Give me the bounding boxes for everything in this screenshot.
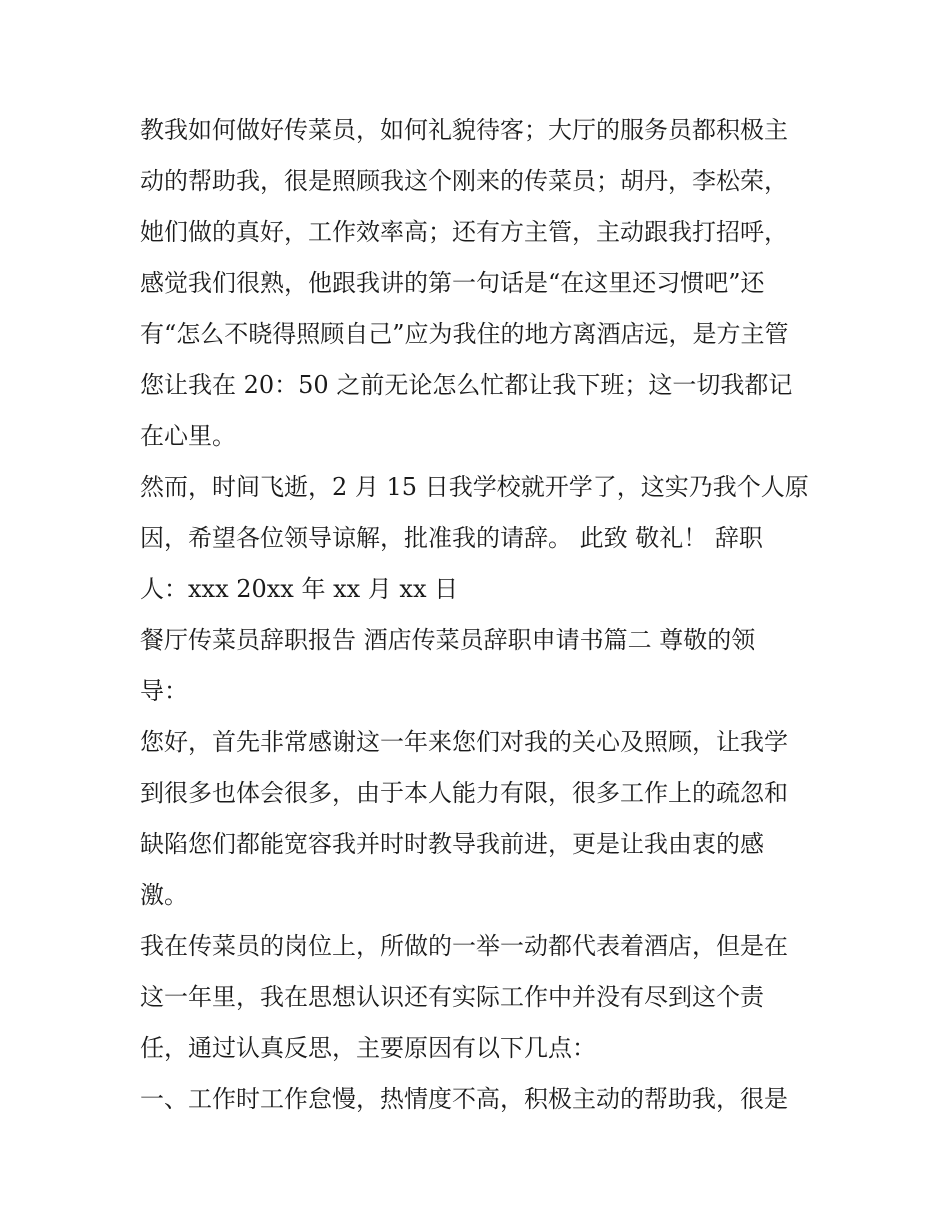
text-line: 动的帮助我，很是照顾我这个刚来的传菜员；胡丹，李松荣， — [140, 167, 788, 195]
text-line: 教我如何做好传菜员，如何礼貌待客；大厅的服务员都积极主 — [140, 116, 788, 144]
text-line: 任，通过认真反思，主要原因有以下几点： — [140, 1034, 596, 1062]
text-line: 因，希望各位领导谅解，批准我的请辞。 此致 敬礼！ 辞职 — [140, 524, 763, 552]
text-line: 一、工作时工作怠慢，热情度不高，积极主动的帮助我，很是 — [140, 1085, 788, 1113]
text-line: 感觉我们很熟，他跟我讲的第一句话是“在这里还习惯吧”还 — [140, 269, 765, 297]
text-line: 缺陷您们都能宽容我并时时教导我前进，更是让我由衷的感 — [140, 830, 764, 858]
text-line: 她们做的真好，工作效率高；还有方主管，主动跟我打招呼， — [140, 218, 788, 246]
text-line: 到很多也体会很多，由于本人能力有限，很多工作上的疏忽和 — [140, 779, 788, 807]
text-line: 这一年里，我在思想认识还有实际工作中并没有尽到这个责 — [140, 983, 764, 1011]
text-line: 然而，时间飞逝，2 月 15 日我学校就开学了，这实乃我个人原 — [140, 473, 809, 501]
document-body — [140, 105, 820, 1125]
text-line: 在心里。 — [140, 422, 236, 450]
text-line: 餐厅传菜员辞职报告 酒店传菜员辞职申请书篇二 尊敬的领 — [140, 626, 756, 654]
text-line: 导： — [140, 677, 188, 705]
text-line: 我在传菜员的岗位上，所做的一举一动都代表着酒店，但是在 — [140, 932, 788, 960]
text-line: 激。 — [140, 881, 188, 909]
text-line: 您让我在 20：50 之前无论怎么忙都让我下班；这一切我都记 — [140, 371, 793, 399]
text-line: 人：xxx 20xx 年 xx 月 xx 日 — [140, 575, 459, 603]
text-line: 您好，首先非常感谢这一年来您们对我的关心及照顾，让我学 — [140, 728, 788, 756]
text-line: 有“怎么不晓得照顾自己”应为我住的地方离酒店远，是方主管 — [140, 320, 789, 348]
